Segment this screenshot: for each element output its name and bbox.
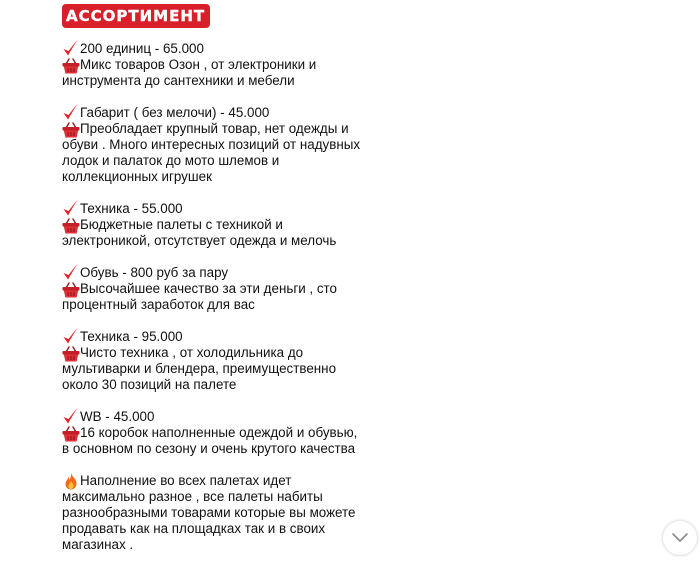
footer-line (62, 521, 382, 537)
item-desc-line (62, 57, 382, 73)
item-header (62, 105, 382, 121)
item-header (62, 329, 382, 345)
item-desc-line (62, 345, 382, 361)
footer-line (62, 537, 382, 553)
item-header (62, 41, 382, 57)
item-desc-line (62, 425, 382, 441)
item-desc-text: инструмента до сантехники и мебели (62, 73, 295, 88)
item-desc-line (62, 121, 382, 137)
item-desc-text: Микс товаров Озон , от электроники и (80, 57, 317, 72)
assortment-title: АССОРТИМЕНТ (62, 4, 210, 28)
assortment-item (62, 201, 382, 249)
check-mark-icon (62, 409, 80, 425)
item-desc-line (62, 281, 382, 297)
check-mark-icon (62, 329, 80, 345)
message-content (62, 4, 382, 569)
check-mark-icon (62, 41, 80, 57)
footer-line (62, 505, 382, 521)
basket-icon (62, 57, 80, 73)
item-desc-line (62, 137, 382, 153)
basket-icon (62, 281, 80, 297)
assortment-item (62, 41, 382, 89)
item-header (62, 201, 382, 217)
chevron-down-icon (671, 532, 689, 544)
item-desc-line (62, 297, 382, 313)
check-mark-icon (62, 105, 80, 121)
basket-icon (62, 425, 80, 441)
item-desc-line (62, 441, 382, 457)
assortment-item (62, 409, 382, 457)
item-desc-text: электроникой, отсутствует одежда и мелочь (62, 233, 337, 248)
item-header-text: 200 единиц - 65.000 (80, 41, 204, 56)
item-desc-line (62, 377, 382, 393)
fire-icon (62, 473, 80, 489)
item-desc-line (62, 233, 382, 249)
footer-text-0: Наполнение во всех палетах идет (80, 473, 292, 488)
footer-text-4: магазинах . (62, 537, 134, 552)
footer-note (62, 473, 382, 553)
footer-text-2: разнообразными товарами которые вы можете (62, 505, 356, 520)
basket-icon (62, 217, 80, 233)
assortment-item (62, 105, 382, 185)
item-header (62, 265, 382, 281)
item-desc-text: мультиварки и блендера, преимущественно (62, 361, 337, 376)
item-desc-line (62, 73, 382, 89)
item-header-text: Техника - 95.000 (80, 329, 183, 344)
item-header (62, 409, 382, 425)
item-desc-text: около 30 позиций на палете (62, 377, 237, 392)
item-desc-text: Бюджетные палеты с техникой и (80, 217, 283, 232)
item-desc-text: Высочайшее качество за эти деньги , сто (80, 281, 337, 296)
item-desc-text: лодок и палаток до мото шлемов и (62, 153, 280, 168)
item-header-text: WB - 45.000 (80, 409, 155, 424)
item-desc-text: процентный заработок для вас (62, 297, 255, 312)
item-header-text: Габарит ( без мелочи) - 45.000 (80, 105, 270, 120)
basket-icon (62, 121, 80, 137)
footer-line (62, 489, 382, 505)
scroll-down-button[interactable] (663, 521, 697, 555)
check-mark-icon (62, 201, 80, 217)
item-desc-line (62, 153, 382, 169)
item-desc-line (62, 217, 382, 233)
item-desc-text: в основном по сезону и очень крутого качества (62, 441, 356, 456)
assortment-list (62, 41, 382, 457)
item-desc-line (62, 169, 382, 185)
item-header-text: Техника - 55.000 (80, 201, 183, 216)
footer-line (62, 473, 382, 489)
item-desc-line (62, 361, 382, 377)
item-header-text: Обувь - 800 руб за пару (80, 265, 229, 280)
basket-icon (62, 345, 80, 361)
check-mark-icon (62, 265, 80, 281)
item-desc-text: коллекционных игрушек (62, 169, 212, 184)
footer-text-1: максимально разное , все палеты набиты (62, 489, 323, 504)
assortment-item (62, 329, 382, 393)
item-desc-text: 16 коробок наполненные одеждой и обувью, (80, 425, 358, 440)
item-desc-text: обуви . Много интересных позиций от надувных (62, 137, 361, 152)
item-desc-text: Преобладает крупный товар, нет одежды и (80, 121, 349, 136)
assortment-item (62, 265, 382, 313)
footer-text-3: продавать как на площадках так и в своих (62, 521, 326, 536)
item-desc-text: Чисто техника , от холодильника до (80, 345, 304, 360)
